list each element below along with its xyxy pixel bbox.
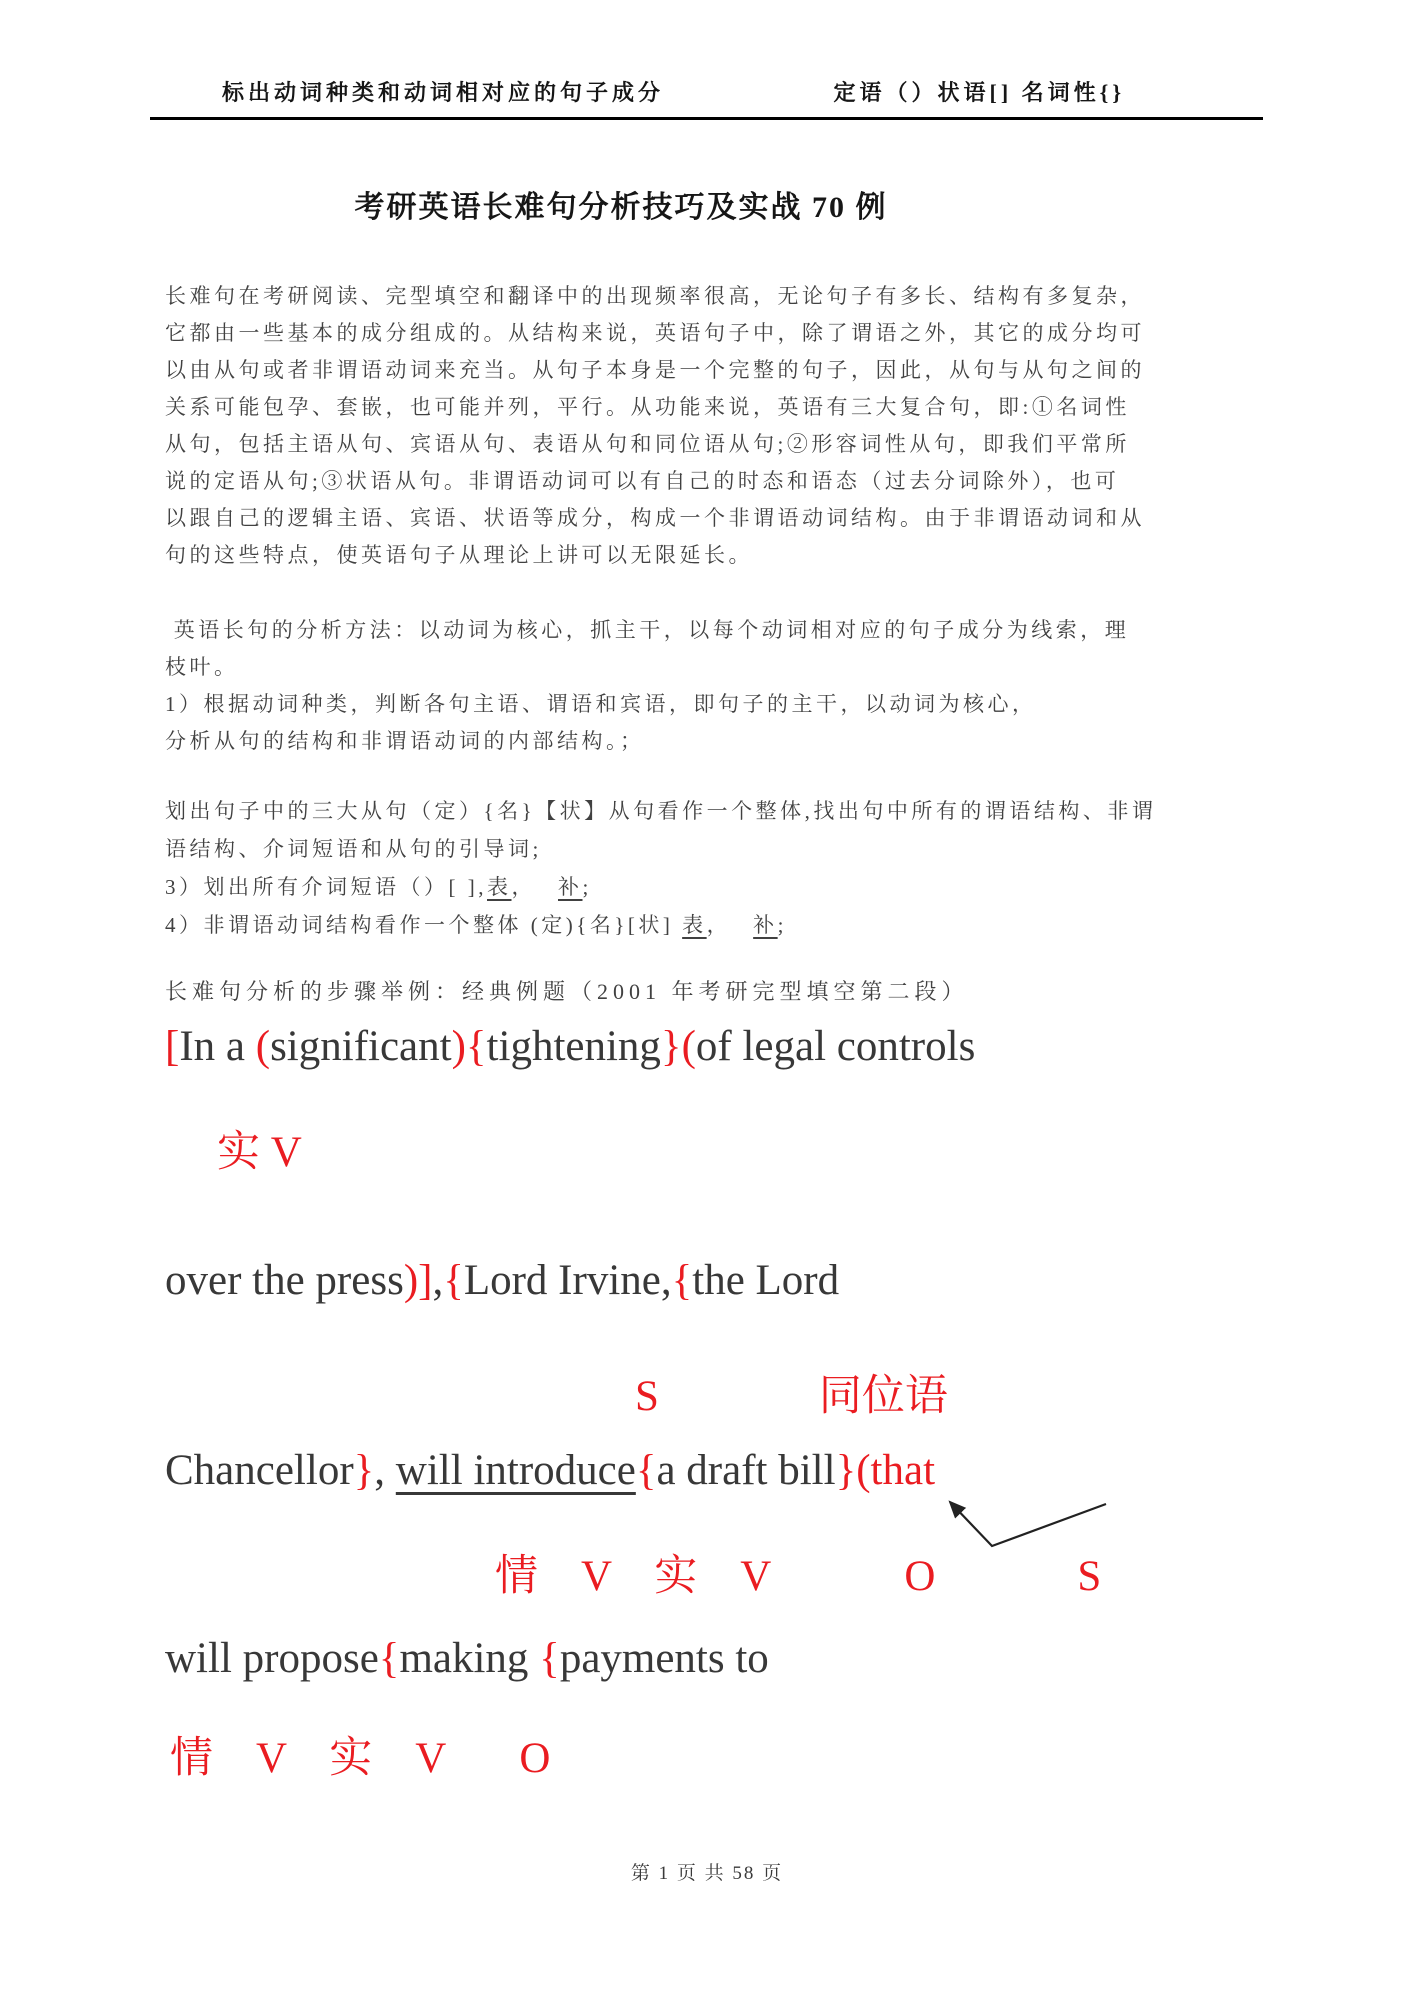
text-segment: ， (511, 875, 536, 899)
text-segment: , (432, 1257, 444, 1304)
text-segment: { (465, 1023, 487, 1070)
text-segment: over the press (165, 1257, 404, 1304)
text-line: 英语长句的分析方法：以动词为核心，抓主干，以每个动词相对应的句子成分为线索，理 (165, 618, 1130, 642)
text-segment: tightening (486, 1023, 661, 1070)
annotation-line-2 (165, 1372, 948, 1421)
annotation-line-1 (165, 1128, 302, 1177)
text-segment: Chancellor (165, 1447, 354, 1494)
rule-line-3 (165, 868, 1263, 906)
text-segment: 实 V (217, 1129, 302, 1176)
text-segment: ( (255, 1023, 271, 1070)
rule-line-2b: 语结构、介词短语和从句的引导词; (165, 837, 542, 861)
text-line: 它都由一些基本的成分组成的。从结构来说，英语句子中，除了谓语之外，其它的成分均可 (165, 321, 1145, 345)
intro-paragraph (165, 278, 1263, 574)
text-segment: of legal controls (695, 1023, 976, 1070)
text-segment: (that (856, 1447, 936, 1494)
text-line: 分析从句的结构和非谓语动词的内部结构。； (165, 729, 645, 753)
page-footer: 第 1 页 共 58 页 (630, 1863, 784, 1884)
text-segment: ， (706, 913, 732, 937)
text-segment: making (399, 1635, 540, 1682)
text-segment: In a (179, 1023, 256, 1070)
text-line: 从句，包括主语从句、宾语从句、表语从句和同位语从句;②形容词性从句，即我们平常所 (165, 432, 1130, 456)
sentence-line-3 (165, 1446, 935, 1495)
text-segment: { (443, 1257, 464, 1304)
antecedent-arrow-icon (920, 1488, 1120, 1560)
text-segment: )] (403, 1257, 433, 1304)
text-segment: ; (582, 875, 592, 899)
text-segment: 情 V 实 V (170, 1735, 447, 1782)
example-heading: 长难句分析的步骤举例：经典例题（2001 年考研完型填空第二段） (165, 979, 969, 1004)
text-segment: will introduce (395, 1447, 636, 1494)
text-line: 以由从句或者非谓语动词来充当。从句子本身是一个完整的句子，因此，从句与从句之间的 (165, 358, 1145, 382)
text-segment: 4）非谓语动词结构看作一个整体 (定){名}[状] (165, 913, 683, 937)
text-segment: { (635, 1447, 657, 1494)
annotation-line-3 (165, 1552, 1101, 1601)
text-segment: Lord Irvine, (463, 1257, 672, 1304)
sentence-line-4 (165, 1634, 769, 1683)
text-segment: will propose (165, 1635, 379, 1682)
text-segment: { (539, 1635, 560, 1682)
text-segment: ; (777, 913, 787, 937)
text-segment: S (635, 1373, 659, 1420)
text-segment: significant (270, 1023, 452, 1070)
text-segment: ) (451, 1023, 466, 1070)
text-segment: } (353, 1447, 375, 1494)
text-segment: [ (165, 1023, 180, 1070)
text-segment: payments to (559, 1635, 769, 1682)
text-segment: ( (681, 1023, 696, 1070)
text-segment: 情 V 实 V (495, 1553, 772, 1600)
text-segment: 表 (487, 875, 512, 899)
text-line: 说的定语从句;③状语从句。非谓语动词可以有自己的时态和语态（过去分词除外），也可 (165, 469, 1120, 493)
header-left-text: 标出动词种类和动词相对应的句子成分 (222, 80, 665, 105)
text-segment: , (374, 1447, 396, 1494)
text-segment: O (904, 1553, 936, 1600)
text-segment: 同位语 (818, 1373, 948, 1420)
text-segment: the Lord (692, 1257, 840, 1304)
text-segment: 补 (753, 913, 778, 937)
header-right-text: 定语（）状语[] 名词性{} (833, 80, 1125, 105)
text-segment: 表 (682, 913, 707, 937)
rules-paragraph (165, 792, 1263, 944)
sentence-line-1 (165, 1022, 975, 1071)
rule-line-4 (165, 906, 1263, 944)
rule-line-2a: 划出句子中的三大从句（定）{名}【状】从句看作一个整体,找出句中所有的谓语结构、非谓 (165, 799, 1157, 823)
text-segment: } (660, 1023, 682, 1070)
text-line: 关系可能包孕、套嵌，也可能并列，平行。从功能来说，英语有三大复合句，即:①名词性 (165, 395, 1130, 419)
text-segment: { (378, 1635, 400, 1682)
text-segment: { (671, 1257, 693, 1304)
annotation-line-4 (165, 1734, 550, 1783)
text-line: 以跟自己的逻辑主语、宾语、状语等成分，构成一个非谓语动词结构。由于非谓语动词和从 (165, 506, 1145, 530)
text-segment: 3）划出所有介词短语（）[ ], (165, 875, 487, 899)
text-segment: O (519, 1735, 551, 1782)
document-title: 考研英语长难句分析技巧及实战 70 例 (354, 191, 888, 224)
text-line: 句的这些特点，使英语句子从理论上讲可以无限延长。 (165, 543, 753, 567)
text-line: 枝叶。 (165, 655, 239, 679)
text-segment: 补 (558, 875, 583, 899)
text-segment: S (1077, 1553, 1102, 1600)
text-line: 1）根据动词种类，判断各句主语、谓语和宾语，即句子的主干，以动词为核心， (165, 692, 1037, 716)
method-paragraph (165, 612, 1263, 760)
page-header (150, 76, 1263, 120)
text-segment: a draft bill (656, 1447, 836, 1494)
text-segment: } (835, 1447, 857, 1494)
sentence-line-2 (165, 1256, 839, 1305)
text-line: 长难句在考研阅读、完型填空和翻译中的出现频率很高，无论句子有多长、结构有多复杂， (165, 284, 1145, 308)
